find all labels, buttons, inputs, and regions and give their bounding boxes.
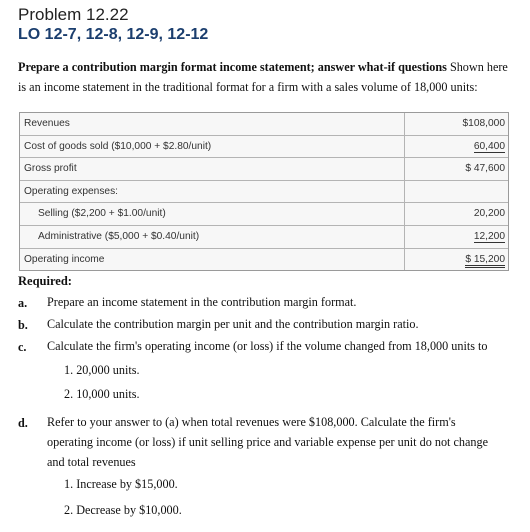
statement-row-gross-profit <box>20 158 508 181</box>
question-c-part-2: 2. 10,000 units. <box>64 387 140 401</box>
income-statement-table <box>19 112 509 271</box>
intro-heading: Prepare a contribution margin format income statement; answer what-if questions <box>18 60 447 74</box>
question-d-line-2: operating income (or loss) if unit selling price and variable expense per unit do not change <box>47 435 488 449</box>
statement-row-selling <box>20 203 508 226</box>
question-c-text: Calculate the firm's operating income (or loss) if the volume changed from 18,000 units to <box>47 339 488 353</box>
question-a-letter: a. <box>18 296 28 310</box>
row-value: 60,400 <box>473 140 505 152</box>
row-value: 20,200 <box>473 208 505 220</box>
question-d-line-1: Refer to your answer to (a) when total revenues were $108,000. Calculate the firm's <box>47 415 456 429</box>
row-label: Gross profit <box>24 163 77 175</box>
statement-row-operating-income <box>20 249 508 271</box>
problem-title: Problem 12.22 <box>18 5 129 24</box>
statement-row-cogs <box>20 136 508 159</box>
statement-row-administrative <box>20 226 508 249</box>
required-heading: Required: <box>18 274 72 288</box>
question-b-letter: b. <box>18 318 28 332</box>
row-label: Operating expenses: <box>24 185 119 197</box>
question-a-text: Prepare an income statement in the contribution margin format. <box>47 295 357 309</box>
intro-text: Shown here is an income statement in the traditional format for a firm with a sales volume of 18,000 units: <box>18 60 508 94</box>
row-value: $ 47,600 <box>465 163 505 175</box>
problem-intro <box>18 57 513 97</box>
question-d-part-1: 1. Increase by $15,000. <box>64 477 178 491</box>
row-value: $108,000 <box>462 118 505 129</box>
row-value: $ 15,200 <box>465 254 505 268</box>
row-label: Administrative ($5,000 + $0.40/unit) <box>38 230 200 242</box>
question-c-letter: c. <box>18 340 27 354</box>
learning-objectives: LO 12-7, 12-8, 12-9, 12-12 <box>18 26 209 43</box>
row-value: 12,200 <box>473 230 505 242</box>
row-label: Selling ($2,200 + $1.00/unit) <box>38 208 166 220</box>
row-label: Cost of goods sold ($10,000 + $2.80/unit) <box>24 140 212 152</box>
statement-row-operating-expenses <box>20 181 508 204</box>
question-b-text: Calculate the contribution margin per unit and the contribution margin ratio. <box>47 317 419 331</box>
question-d-line-3: and total revenues <box>47 455 136 469</box>
question-d-part-2: 2. Decrease by $10,000. <box>64 503 182 517</box>
question-d-letter: d. <box>18 416 28 430</box>
question-c-part-1: 1. 20,000 units. <box>64 363 140 377</box>
row-label: Operating income <box>24 253 105 265</box>
statement-row-revenues <box>20 113 508 136</box>
row-label: Revenues <box>24 118 70 129</box>
